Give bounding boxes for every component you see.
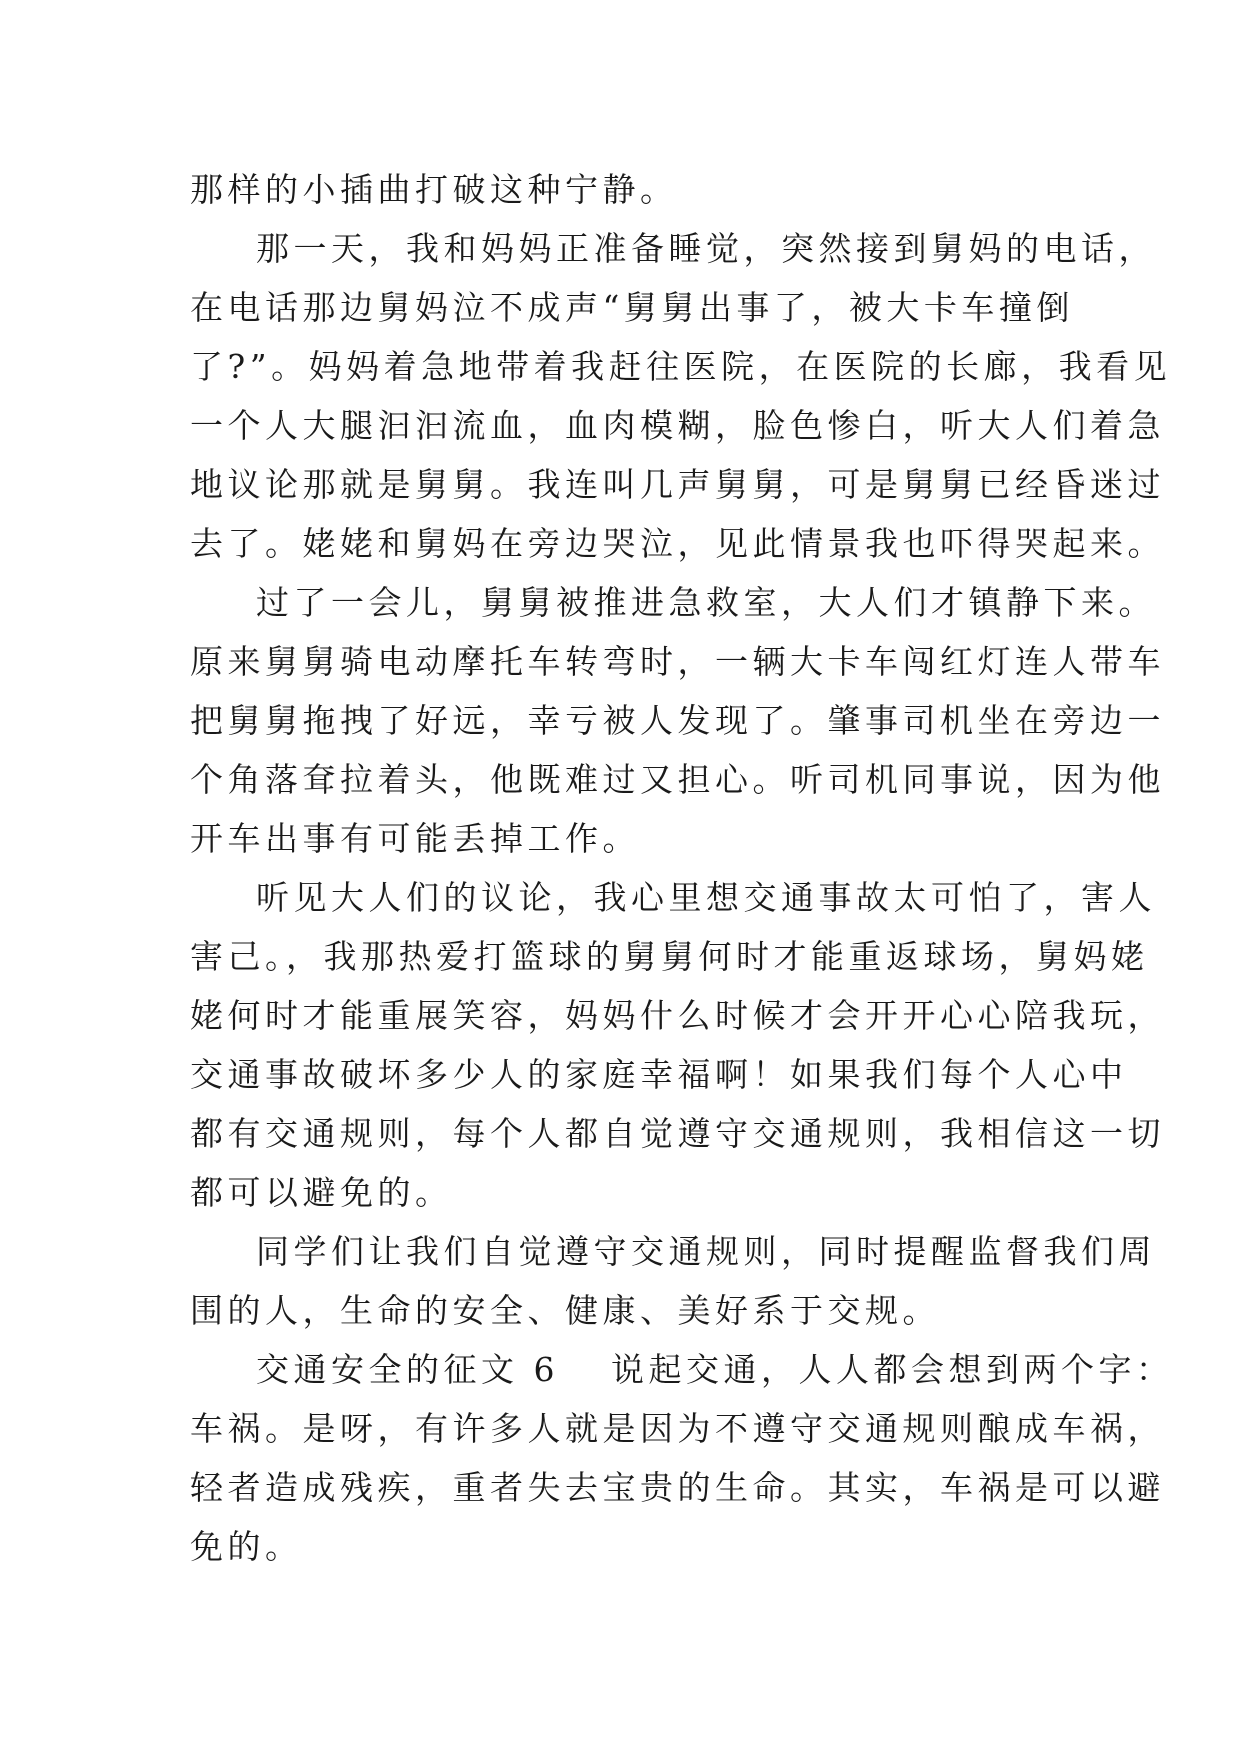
text-line-content: 了?”。妈妈着急地带着我赶往医院，在医院的长廊，我看见 bbox=[190, 347, 1172, 386]
text-line bbox=[190, 1458, 1165, 1517]
text-line-content: 都有交通规则，每个人都自觉遵守交通规则，我相信这一切 bbox=[190, 1114, 1165, 1153]
body-text bbox=[190, 160, 1174, 1576]
text-line bbox=[190, 691, 1165, 750]
text-line bbox=[190, 1281, 1061, 1340]
text-line bbox=[190, 455, 1165, 514]
text-line-content: 同学们让我们自觉遵守交通规则，同时提醒监督我们周 bbox=[256, 1232, 1156, 1271]
text-line-content: 轻者造成残疾，重者失去宝贵的生命。其实，车祸是可以避 bbox=[190, 1468, 1165, 1507]
text-line bbox=[190, 868, 1156, 927]
text-line-content: 交通安全的征文 6 bbox=[256, 1350, 559, 1389]
text-line bbox=[190, 1045, 1128, 1104]
text-line bbox=[190, 750, 1165, 809]
text-line-content: 个角落耷拉着头，他既难过又担心。听司机同事说，因为他 bbox=[190, 760, 1165, 799]
text-line bbox=[190, 573, 1156, 632]
text-line-content: 车祸。是呀，有许多人就是因为不遵守交通规则酿成车祸， bbox=[190, 1409, 1165, 1448]
text-line-content: 那样的小插曲打破这种宁静。 bbox=[190, 170, 678, 209]
text-line-content: 害己。，我那热爱打篮球的舅舅何时才能重返球场，舅妈姥 bbox=[190, 937, 1149, 976]
text-line-content: 一个人大腿汩汩流血，血肉模糊，脸色惨白，听大人们着急 bbox=[190, 406, 1165, 445]
text-line bbox=[190, 1399, 1165, 1458]
text-line bbox=[190, 1340, 1174, 1399]
text-line bbox=[190, 219, 1156, 278]
text-line-content: 过了一会儿，舅舅被推进急救室，大人们才镇静下来。 bbox=[256, 583, 1156, 622]
text-line bbox=[190, 632, 1165, 691]
text-line bbox=[190, 1517, 1061, 1576]
text-line bbox=[190, 809, 1061, 868]
text-line bbox=[190, 514, 1165, 573]
text-line-content: 原来舅舅骑电动摩托车转弯时，一辆大卡车闯红灯连人带车 bbox=[190, 642, 1165, 681]
text-line-continuation: 说起交通，人人都会想到两个字： bbox=[611, 1350, 1174, 1389]
text-line-content: 在电话那边舅妈泣不成声“舅舅出事了，被大卡车撞倒 bbox=[190, 288, 1074, 327]
text-line bbox=[190, 278, 1074, 337]
text-line-content: 把舅舅拖拽了好远，幸亏被人发现了。肇事司机坐在旁边一 bbox=[190, 701, 1165, 740]
text-line-content: 开车出事有可能丢掉工作。 bbox=[190, 819, 640, 858]
text-line bbox=[190, 1163, 1061, 1222]
text-line-content: 姥何时才能重展笑容，妈妈什么时候才会开开心心陪我玩， bbox=[190, 996, 1165, 1035]
text-line bbox=[190, 160, 1061, 219]
text-line-content: 听见大人们的议论，我心里想交通事故太可怕了，害人 bbox=[256, 878, 1156, 917]
text-line bbox=[190, 1222, 1156, 1281]
text-line-content: 那一天，我和妈妈正准备睡觉，突然接到舅妈的电话， bbox=[256, 229, 1156, 268]
text-line-content: 都可以避免的。 bbox=[190, 1173, 453, 1212]
text-line bbox=[190, 337, 1172, 396]
text-line bbox=[190, 986, 1165, 1045]
text-line bbox=[190, 396, 1165, 455]
text-line-content: 地议论那就是舅舅。我连叫几声舅舅，可是舅舅已经昏迷过 bbox=[190, 465, 1165, 504]
text-line-content: 交通事故破坏多少人的家庭幸福啊！如果我们每个人心中 bbox=[190, 1055, 1128, 1094]
text-line bbox=[190, 1104, 1165, 1163]
text-line bbox=[190, 927, 1149, 986]
text-line-content: 围的人，生命的安全、健康、美好系于交规。 bbox=[190, 1291, 940, 1330]
text-line-content: 去了。姥姥和舅妈在旁边哭泣，见此情景我也吓得哭起来。 bbox=[190, 524, 1165, 563]
text-line-content: 免的。 bbox=[190, 1527, 303, 1566]
